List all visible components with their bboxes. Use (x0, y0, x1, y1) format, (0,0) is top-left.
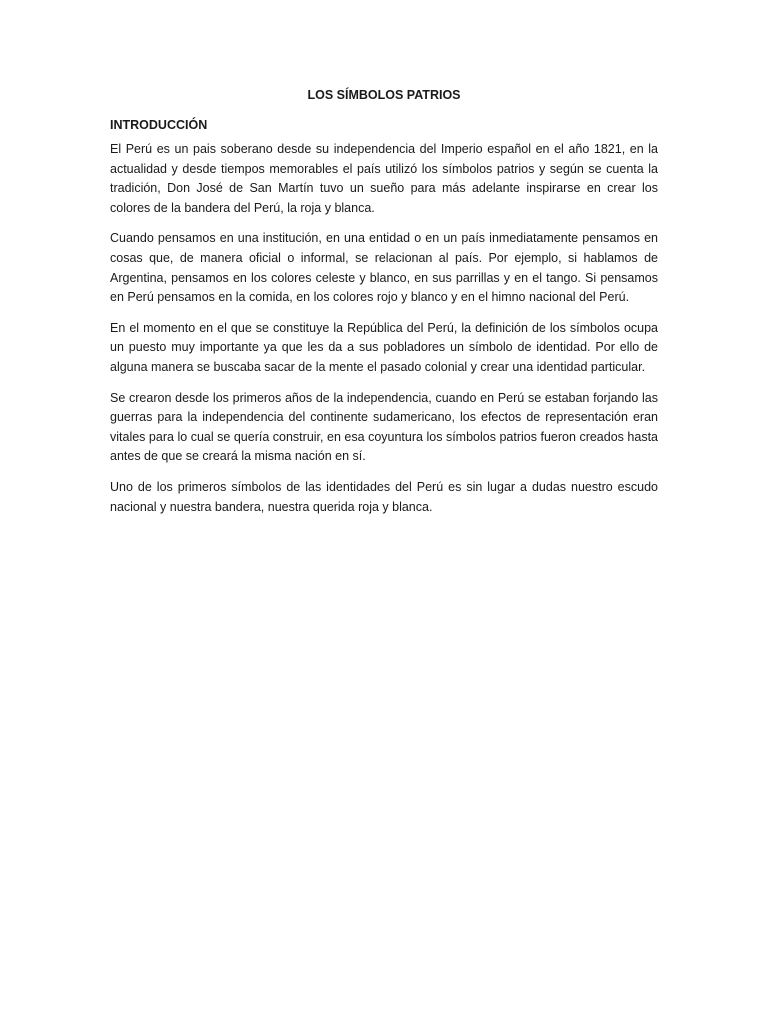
paragraph-2: Cuando pensamos en una institución, en una entidad o en un país inmediatamente pensamos en cosas que, de manera oficial o informal, se relacionan al país. Por ejemplo, si hablamos de Argentina, pensamos en los colores celeste y blanco, en sus parrillas y en el tango. Si pensamos en Perú pensamos en la comida, en los colores rojo y blanco y en el himno nacional del Perú. (110, 231, 658, 305)
document-title: LOS SÍMBOLOS PATRIOS (307, 88, 461, 102)
paragraph-5: Uno de los primeros símbolos de las identidades del Perú es sin lugar a dudas nuestro escudo nacional y nuestra bandera, nuestra querida roja y blanca. (110, 479, 658, 514)
paragraph-3: En el momento en el que se constituye la República del Perú, la definición de los símbolos ocupa un puesto muy importante ya que les da a sus pobladores un símbolo de identidad. Por ello de alguna manera se buscaba sacar de la mente el pasado colonial y crear una identidad particular. (110, 320, 658, 374)
document-body (110, 86, 658, 528)
paragraph-4: Se crearon desde los primeros años de la independencia, cuando en Perú se estaban forjando las guerras para la independencia del continente sudamericano, los efectos de representación eran vitales para lo cual se quería construir, en esa coyuntura los símbolos patrios fueron creados hasta antes de que se creará la misma nación en sí. (110, 390, 658, 464)
section-heading: INTRODUCCIÓN (110, 118, 208, 132)
paragraph-1: El Perú es un pais soberano desde su independencia del Imperio español en el año 1821, en la actualidad y desde tiempos memorables el país utilizó los símbolos patrios y según se cuenta la tradición, Don José de San Martín tuvo un sueño para más adelante inspirarse en crear los colores de la bandera del Perú, la roja y blanca. (110, 142, 658, 215)
